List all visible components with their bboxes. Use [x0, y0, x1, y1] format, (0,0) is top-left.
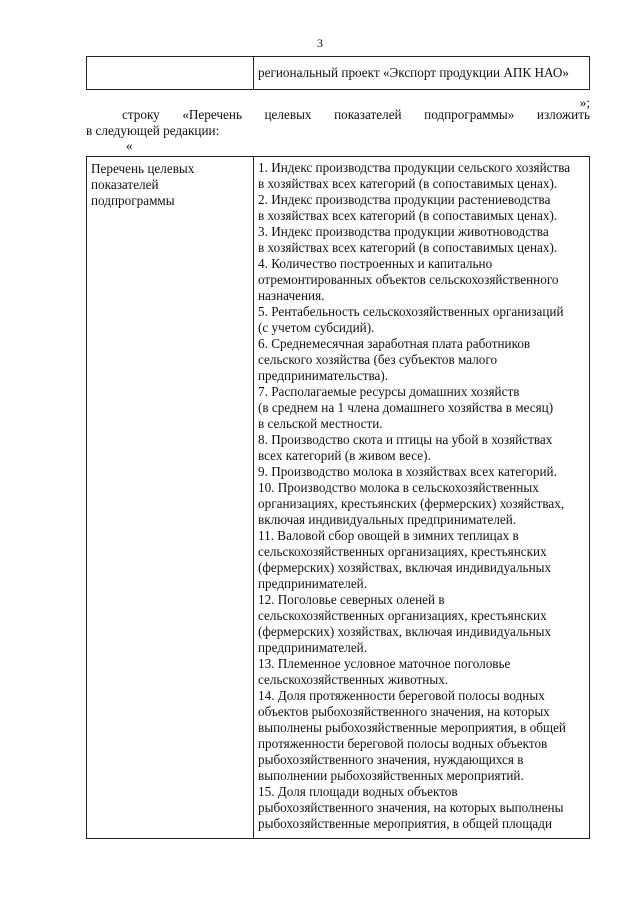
- indicator-item: [258, 528, 585, 592]
- indicator-line: назначения.: [258, 288, 325, 303]
- indicator-line: всех категорий (в живом весе).: [258, 448, 431, 463]
- indicator-line: отремонтированных объектов сельскохозяйственного: [258, 272, 559, 287]
- instruction-line-1: [86, 107, 590, 123]
- top-row-left-cell: [87, 57, 254, 90]
- indicator-item: [258, 432, 585, 464]
- instruction-word: целевых: [264, 107, 312, 122]
- indicator-item: [258, 656, 585, 688]
- indicator-line: объектов рыбохозяйственного значения, на которых: [258, 704, 550, 719]
- indicator-item: [258, 160, 585, 192]
- indicator-line: сельскохозяйственных животных.: [258, 672, 449, 687]
- indicator-line: включая индивидуальных предпринимателей.: [258, 512, 517, 527]
- indicator-line: 12. Поголовье северных оленей в: [258, 592, 445, 607]
- indicator-line: 5. Рентабельность сельскохозяйственных организаций: [258, 304, 564, 319]
- indicator-item: [258, 784, 585, 832]
- indicator-line: 13. Племенное условное маточное поголовье: [258, 656, 511, 671]
- indicator-line: предпринимательства).: [258, 368, 389, 383]
- top-table-row: [86, 56, 590, 90]
- instruction-word: строку: [122, 107, 160, 122]
- indicator-item: [258, 688, 585, 784]
- indicator-line: в сельской местности.: [258, 416, 383, 431]
- indicator-line: 14. Доля протяженности береговой полосы водных: [258, 688, 545, 703]
- indicator-line: (с учетом субсидий).: [258, 320, 375, 335]
- indicator-line: 6. Среднемесячная заработная плата работников: [258, 336, 531, 351]
- indicator-line: 4. Количество построенных и капитально: [258, 256, 493, 271]
- indicator-line: в хозяйствах всех категорий (в сопоставимых ценах).: [258, 208, 558, 223]
- indicator-line: сельскохозяйственных организациях, крестьянских: [258, 544, 547, 559]
- indicator-line: в хозяйствах всех категорий (в сопоставимых ценах).: [258, 176, 558, 191]
- indicator-line: выполнении рыбохозяйственных мероприятий.: [258, 768, 524, 783]
- indicator-line: предпринимателей.: [258, 576, 368, 591]
- indicator-item: [258, 256, 585, 304]
- indicator-item: [258, 304, 585, 336]
- label-line: Перечень целевых: [91, 161, 195, 176]
- instruction-word: показателей: [334, 107, 402, 122]
- indicator-line: (в среднем на 1 члена домашнего хозяйства в месяц): [258, 400, 554, 415]
- indicator-line: предпринимателей.: [258, 640, 368, 655]
- indicator-item: [258, 592, 585, 656]
- indicator-item: [258, 192, 585, 224]
- indicator-item: [258, 464, 585, 480]
- instruction-line-2: в следующей редакции:: [86, 123, 220, 138]
- indicators-table: [86, 156, 590, 839]
- indicator-item: [258, 224, 585, 256]
- label-line: подпрограммы: [91, 193, 175, 208]
- indicator-line: 1. Индекс производства продукции сельского хозяйства: [258, 160, 571, 175]
- opening-quote-mark: «: [126, 138, 133, 153]
- indicator-line: 3. Индекс производства продукции животноводства: [258, 224, 549, 239]
- indicator-line: 10. Производство молока в сельскохозяйственных: [258, 480, 539, 495]
- top-row-right-cell: региональный проект «Экспорт продукции АПК НАО»: [254, 57, 590, 90]
- indicator-line: сельского хозяйства (без субъектов малого: [258, 352, 498, 367]
- indicator-line: (фермерских) хозяйствах, включая индивидуальных: [258, 560, 552, 575]
- indicator-line: 7. Располагаемые ресурсы домашних хозяйств: [258, 384, 520, 399]
- indicator-line: выполнены рыбохозяйственные мероприятия, в общей: [258, 720, 566, 735]
- indicator-line: сельскохозяйственных организациях, крестьянских: [258, 608, 547, 623]
- indicator-line: 8. Производство скота и птицы на убой в хозяйствах: [258, 432, 553, 447]
- indicators-label-cell: [87, 157, 254, 839]
- instruction-word: изложить: [536, 107, 590, 122]
- indicator-line: 15. Доля площади водных объектов: [258, 784, 458, 799]
- instruction-word: подпрограммы»: [424, 107, 515, 122]
- indicator-line: рыбохозяйственные мероприятия, в общей площади: [258, 816, 553, 831]
- page-number: 3: [317, 36, 323, 50]
- indicator-line: в хозяйствах всех категорий (в сопоставимых ценах).: [258, 240, 558, 255]
- indicator-line: 2. Индекс производства продукции растениеводства: [258, 192, 551, 207]
- indicator-line: (фермерских) хозяйствах, включая индивидуальных: [258, 624, 552, 639]
- indicator-item: [258, 336, 585, 384]
- indicator-line: рыбохозяйственного значения, нуждающихся в: [258, 752, 524, 767]
- label-line: показателей: [91, 177, 159, 192]
- indicator-line: рыбохозяйственного значения, на которых выполнены: [258, 800, 564, 815]
- instruction-paragraph: [86, 107, 590, 139]
- indicator-item: [258, 480, 585, 528]
- closing-quote-mark: »;: [579, 95, 590, 110]
- indicator-item: [258, 384, 585, 432]
- indicator-line: организациях, крестьянских (фермерских) хозяйствах,: [258, 496, 565, 511]
- indicator-line: 11. Валовой сбор овощей в зимних теплицах в: [258, 528, 519, 543]
- indicators-list-cell: [254, 157, 590, 839]
- instruction-word: «Перечень: [182, 107, 242, 122]
- indicator-line: протяженности береговой полосы водных объектов: [258, 736, 548, 751]
- indicator-line: 9. Производство молока в хозяйствах всех категорий.: [258, 464, 557, 479]
